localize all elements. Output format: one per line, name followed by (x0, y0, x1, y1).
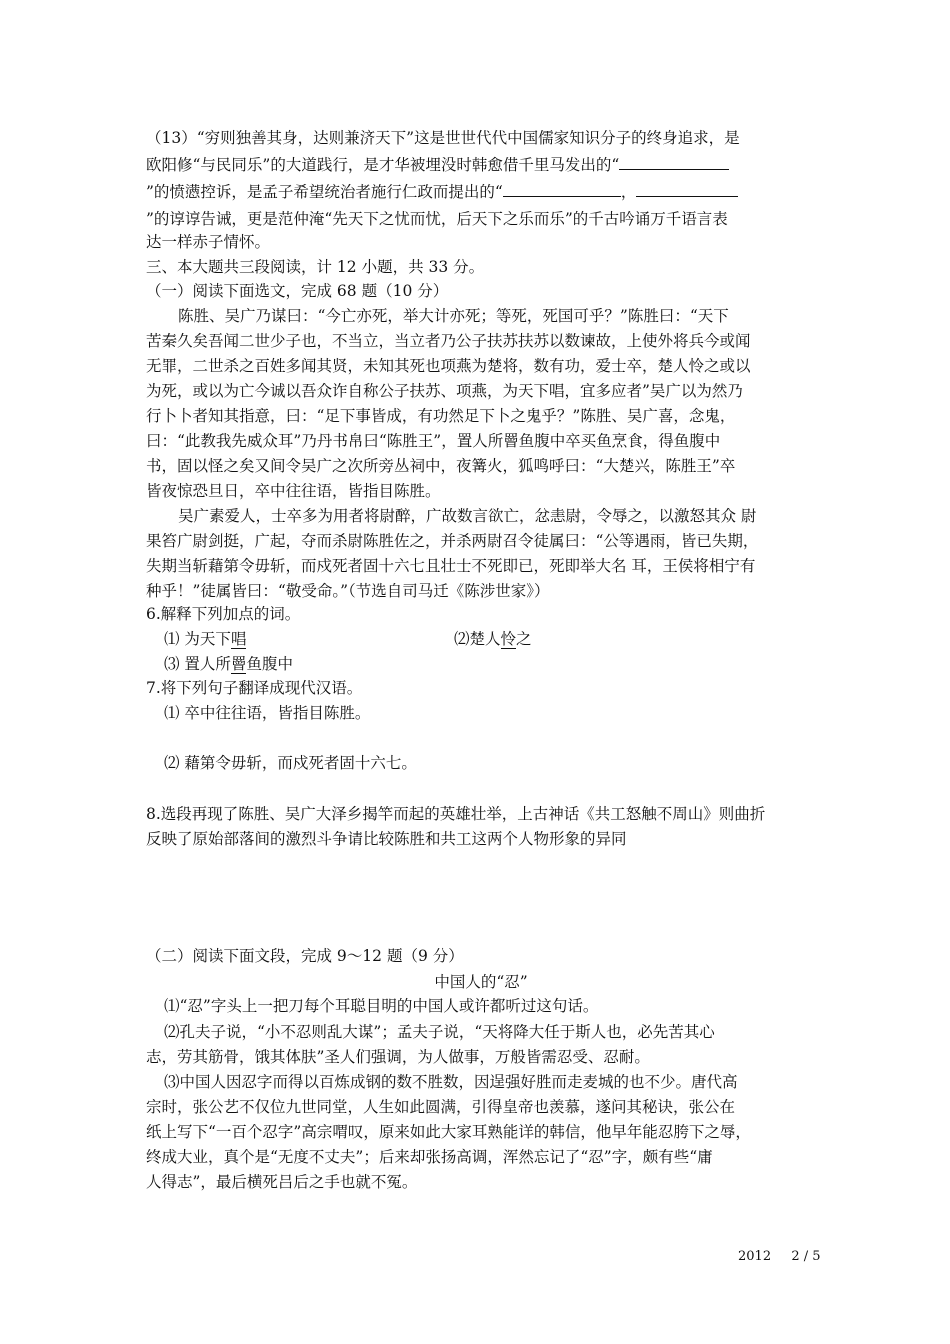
page-footer (738, 1249, 821, 1264)
article-title: 中国人的“忍” (434, 973, 528, 991)
dotted-word: 怜 (500, 630, 517, 648)
answer-blank-3[interactable] (636, 182, 738, 197)
passage-line: 陈胜、吴广乃谋曰：“今亡亦死，举大计亦死；等死，死国可乎？”陈胜曰：“天下 (178, 307, 729, 325)
q6-item-text: ⑴ 为天下 (164, 630, 231, 648)
q6-item-text: 鱼腹中 (246, 655, 293, 673)
q6-item-text: ⑶ 置人所 (164, 655, 231, 673)
passage-line: 曰：“此教我先威众耳”乃丹书帛曰“陈胜王”，置人所罾鱼腹中卒买鱼烹食，得鱼腹中 (146, 432, 721, 450)
q6-title: 6.解释下列加点的词。 (146, 605, 301, 623)
article-line: 纸上写下“一百个忍字”高宗喟叹，原来如此大家耳熟能详的韩信，他早年能忍胯下之辱， (146, 1123, 751, 1141)
q13-text: 欧阳修“与民同乐”的大道践行，是才华被埋没时韩愈借千里马发出的“ (146, 156, 620, 174)
part-2-heading: （二）阅读下面文段，完成 9～12 题（9 分） (146, 947, 464, 965)
q13-text: ”的愤懑控诉，是孟子希望统治者施行仁政而提出的“ (146, 183, 503, 201)
q13-line-3 (146, 181, 738, 203)
answer-blank-2[interactable] (503, 182, 621, 197)
passage-line: 行卜卜者知其指意，曰：“足下事皆成，有功然足下卜之鬼乎？”陈胜、吴广喜，念鬼， (146, 407, 736, 425)
q6-item-text: ⑵楚人 (454, 630, 501, 648)
q7-item-2: ⑵ 藉第令毋斩，而戍死者固十六七。 (164, 754, 417, 772)
passage-line: 吴广素爱人，士卒多为用者将尉醉，广故数言欲亡，忿恚尉，令辱之，以激怒其众 尉 (178, 507, 757, 525)
passage-line: 为死，或以为亡今诚以吾众诈自称公子扶苏、项燕，为天下唱，宜多应者”吴广以为然乃 (146, 382, 743, 400)
article-line: 终成大业，真个是“无度不丈夫”；后来却张扬高调，浑然忘记了“忍”字，颇有些“庸 (146, 1148, 713, 1166)
dotted-word: 唱 (230, 630, 247, 648)
article-line: ⑶中国人因忍字而得以百炼成钢的数不胜数，因逞强好胜而走麦城的也不少。唐代高 (164, 1073, 738, 1091)
footer-year: 2012 (738, 1249, 772, 1264)
q6-item-2 (454, 628, 532, 650)
passage-line: 果笞广尉剑挺，广起，夺而杀尉陈胜佐之，并杀两尉召令徒属曰：“公等遇雨，皆已失期， (146, 532, 759, 550)
article-paragraph-1: ⑴“忍”字头上一把刀每个耳聪目明的中国人或许都听过这句话。 (164, 997, 599, 1015)
article-line: 人得志”，最后横死吕后之手也就不冤。 (146, 1173, 418, 1191)
article-line: ⑵孔夫子说，“小不忍则乱大谋”；孟夫子说，“天将降大任于斯人也，必先苦其心 (164, 1023, 715, 1041)
q13-line-5: 达一样赤子情怀。 (146, 233, 271, 251)
q13-comma: ， (620, 183, 637, 201)
section-3-title: 三、本大题共三段阅读，计 12 小题，共 33 分。 (146, 258, 485, 276)
passage-line: 种乎！”徒属皆曰：“敬受命。”（节选自司马迁《陈涉世家》） (146, 582, 550, 600)
q8-line-1: 8.选段再现了陈胜、吴广大泽乡揭竿而起的英雄壮举，上古神话《共工怒触不周山》则曲折 (146, 805, 766, 823)
passage-line: 失期当斩藉第令毋斩，而戍死者固十六七且壮士不死即已，死即举大名 耳，王侯将相宁有 (146, 557, 756, 575)
dotted-word: 罾 (230, 655, 247, 673)
q13-line-2 (146, 154, 729, 176)
q6-item-1 (164, 628, 246, 650)
q6-item-text: 之 (516, 630, 532, 648)
q13-line-1: （13）“穷则独善其身，达则兼济天下”这是世世代代中国儒家知识分子的终身追求，是 (146, 129, 740, 147)
passage-line: 无罪，二世杀之百姓多闻其贤，未知其死也项燕为楚将，数有功，爱士卒，楚人怜之或以 (146, 357, 751, 375)
q8-line-2: 反映了原始部落间的激烈斗争请比较陈胜和共工这两个人物形象的异同 (146, 830, 627, 848)
passage-line: 苦秦久矣吾闻二世少子也，不当立，当立者乃公子扶苏扶苏以数谏故，上使外将兵今或闻 (146, 332, 751, 350)
answer-blank-1[interactable] (619, 155, 729, 170)
q7-title: 7.将下列句子翻译成现代汉语。 (146, 679, 363, 697)
article-line: 志，劳其筋骨，饿其体肤”圣人们强调，为人做事，万般皆需忍受、忍耐。 (146, 1048, 650, 1066)
passage-line: 书，固以怪之矣又间令吴广之次所旁丛祠中，夜篝火，狐鸣呼曰：“大楚兴，陈胜王”卒 (146, 457, 736, 475)
page-number: 2 / 5 (791, 1249, 821, 1264)
passage-line: 皆夜惊恐旦日，卒中往往语，皆指目陈胜。 (146, 482, 441, 500)
q7-item-1: ⑴ 卒中往往语，皆指目陈胜。 (164, 704, 371, 722)
article-line: 宗时，张公艺不仅位九世同堂，人生如此圆满，引得皇帝也羡慕，遂问其秘诀，张公在 (146, 1098, 736, 1116)
q13-line-4: ”的谆谆告诫，更是范仲淹“先天下之忧而忧，后天下之乐而乐”的千古吟诵万千语言表 (146, 210, 728, 228)
part-1-heading: （一）阅读下面选文，完成 68 题（10 分） (146, 282, 449, 300)
q6-item-3 (164, 653, 293, 675)
